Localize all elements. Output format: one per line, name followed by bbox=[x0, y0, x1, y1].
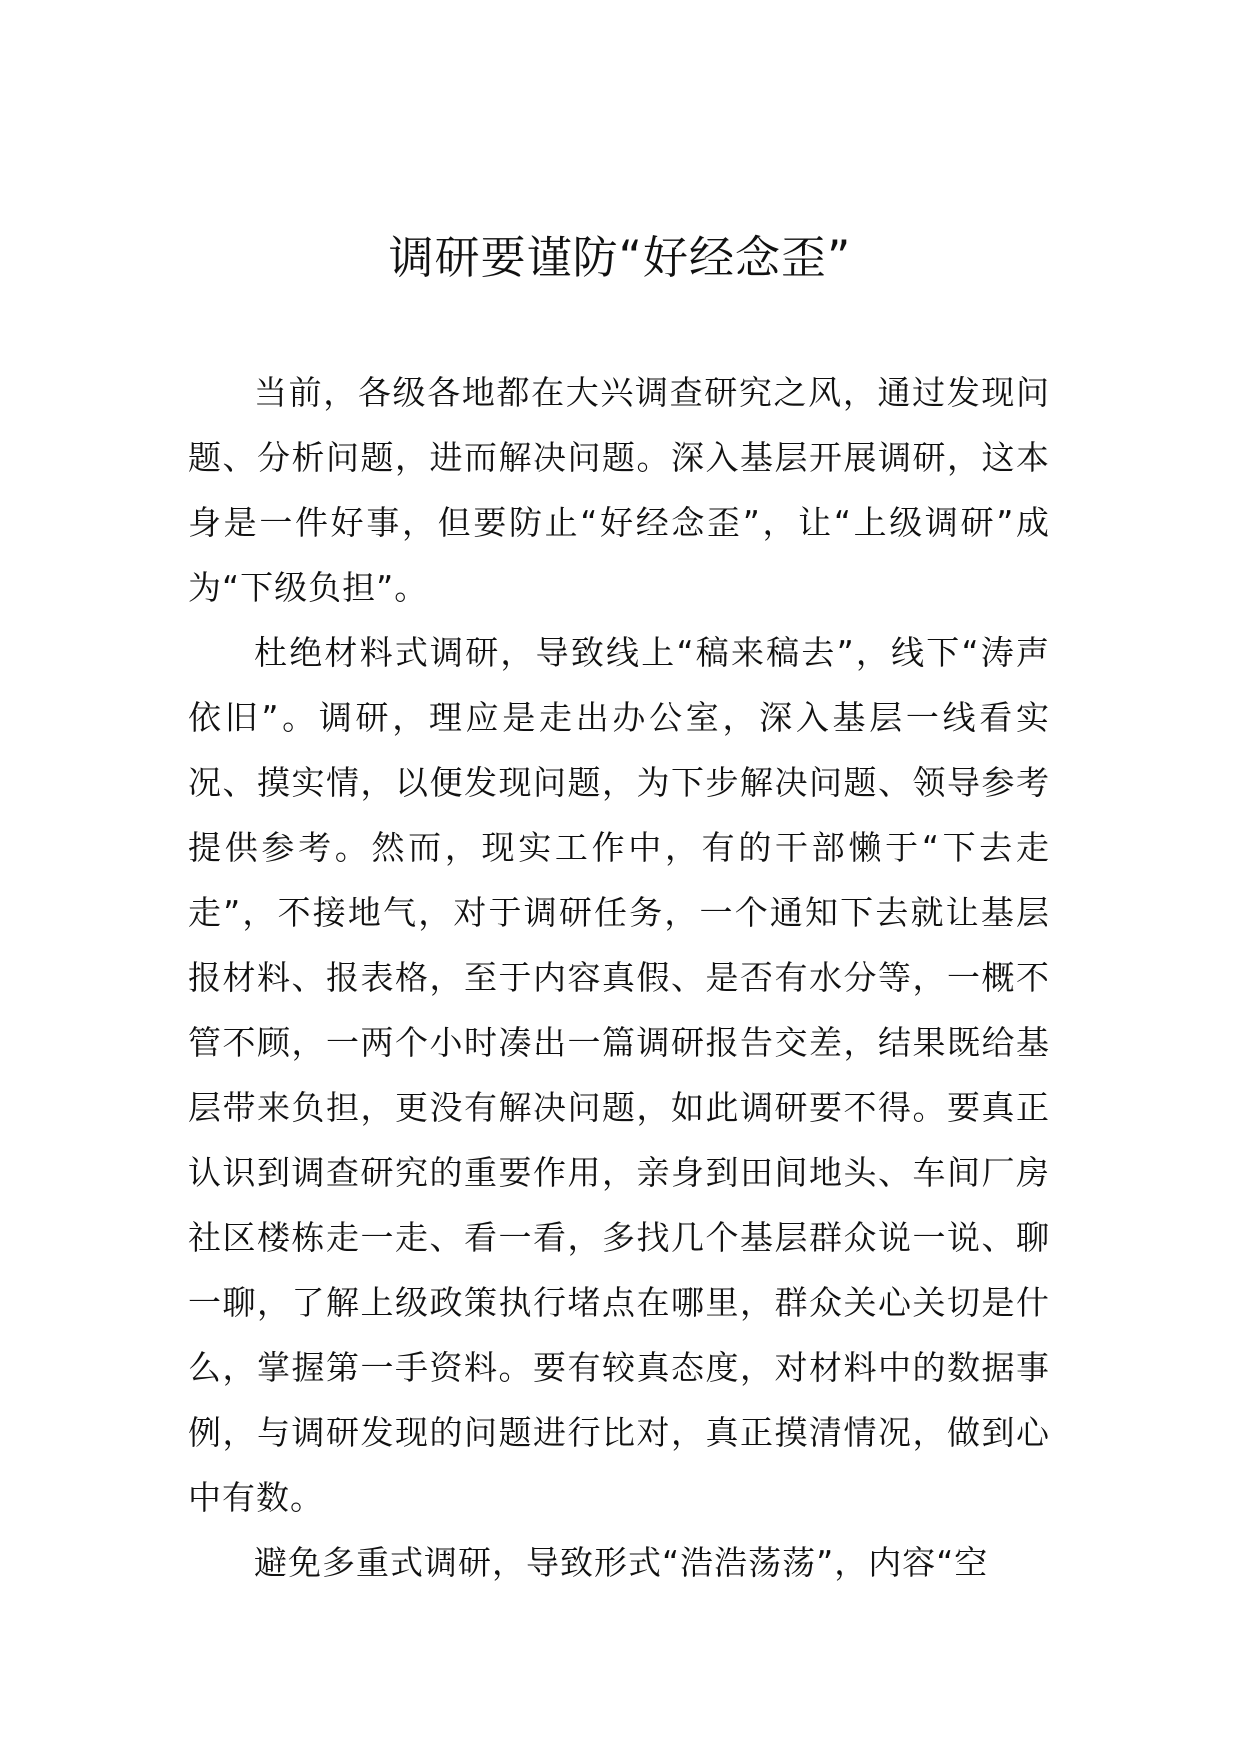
paragraph-intro: 当前，各级各地都在大兴调查研究之风，通过发现问题、分析问题，进而解决问题。深入基层开展调研，这本身是一件好事，但要防止“好经念歪”，让“上级调研”成为“下级负担”。 bbox=[188, 373, 1050, 607]
paragraph-material-research: 杜绝材料式调研，导致线上“稿来稿去”，线下“涛声依旧”。调研，理应是走出办公室，深入基层一线看实况、摸实情，以便发现问题，为下步解决问题、领导参考提供参考。然而，现实工作中，有的干部懒于“下去走走”，不接地气，对于调研任务，一个通知下去就让基层报材料、报表格，至于内容真假、是否有水分等，一概不管不顾，一两个小时凑出一篇调研报告交差，结果既给基层带来负担，更没有解决问题，如此调研要不得。要真正认识到调查研究的重要作用，亲身到田间地头、车间厂房社区楼栋走一走、看一看，多找几个基层群众说一说、聊一聊，了解上级政策执行堵点在哪里，群众关心关切是什么，掌握第一手资料。要有较真态度，对材料中的数据事例，与调研发现的问题进行比对，真正摸清情况，做到心中有数。 bbox=[188, 633, 1050, 1517]
paragraph-multiple-research: 避免多重式调研，导致形式“浩浩荡荡”，内容“空 bbox=[254, 1543, 989, 1582]
document-body bbox=[188, 360, 1050, 1595]
document-title: 调研要谨防“好经念歪” bbox=[388, 231, 852, 284]
